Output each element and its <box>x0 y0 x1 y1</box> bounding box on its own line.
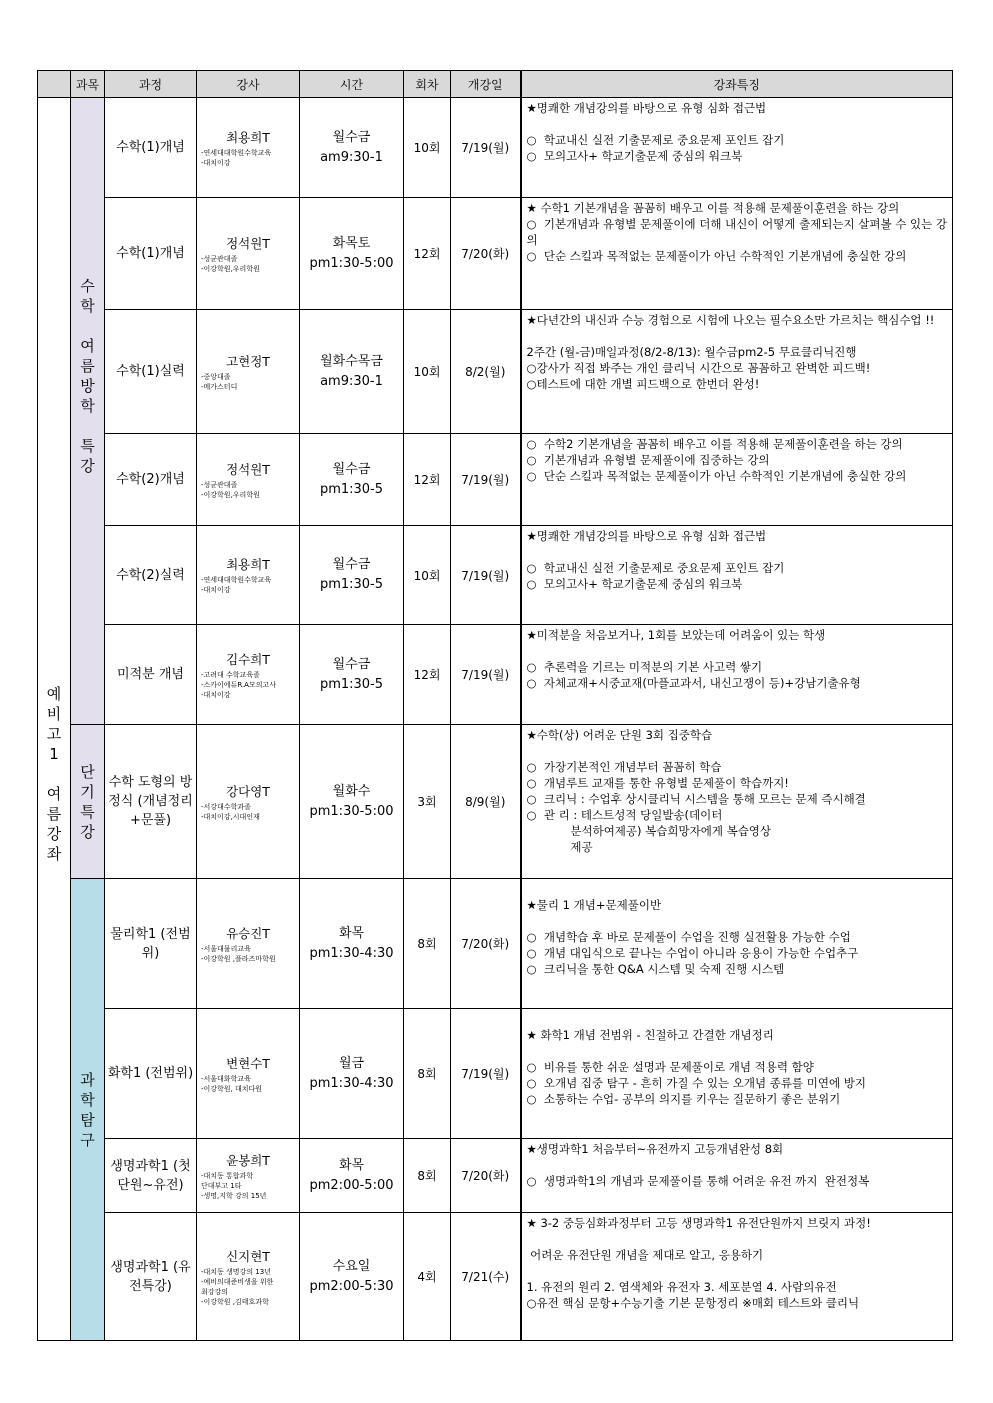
teacher-note: -대치이강 <box>201 586 231 594</box>
feature-line: ○ 오개념 집중 탐구 - 흔히 가질 수 있는 오개념 종류를 미연에 방지 <box>526 1076 866 1090</box>
course-name: 화학1 (전범위) <box>105 1009 197 1139</box>
feature-line: ○ 추론력을 기르는 미적분의 기본 사고력 쌓기 <box>526 660 763 674</box>
course-name: 미적분 개념 <box>105 625 197 725</box>
course-features <box>521 310 953 434</box>
course-features <box>521 1139 953 1213</box>
hours: pm1:30-5:00 <box>309 255 394 271</box>
vertical-char: 강 <box>46 825 62 843</box>
subject-group-label <box>71 725 105 879</box>
course-features <box>521 1009 953 1139</box>
start-date: 7/21(수) <box>451 1213 521 1341</box>
vertical-char: 름 <box>80 357 95 375</box>
session-count: 10회 <box>404 310 451 434</box>
vertical-char: 강 <box>80 822 95 841</box>
course-name: 생명과학1 (첫단원~유전) <box>105 1139 197 1213</box>
feature-line: ○강사가 직접 봐주는 개인 클리닉 시간으로 꼼꼼하고 완벽한 피드백! <box>526 361 871 375</box>
feature-line: ○ 크리닉 : 수업후 상시클리닉 시스템을 통해 모르는 문제 즉시해결 <box>526 792 866 806</box>
header-features: 강좌특징 <box>521 71 953 98</box>
teacher-cell <box>197 526 300 625</box>
hours: pm1:30-5 <box>319 676 384 692</box>
course-features <box>521 434 953 526</box>
vertical-char: 학 <box>80 397 95 415</box>
days: 월화수목금 <box>320 353 383 369</box>
teacher-note: -이강학원,우리학원 <box>201 264 260 273</box>
subject-group-label <box>71 879 105 1341</box>
teacher-cell <box>197 879 300 1009</box>
session-count: 12회 <box>404 625 451 725</box>
session-count: 10회 <box>404 98 451 198</box>
header-course: 과정 <box>105 71 197 98</box>
days: 화목 <box>338 925 365 941</box>
days: 월금 <box>338 1055 365 1071</box>
teacher-note: 최강강의 <box>201 1287 229 1296</box>
feature-line: ○ 자체교재+시중교재(마플교과서, 내신고쟁이 등)+강남기출유형 <box>526 676 861 690</box>
vertical-char: 수 <box>80 277 95 295</box>
days: 월수금 <box>332 461 371 477</box>
feature-line: ○ 단순 스킬과 목적없는 문제풀이가 아닌 수학적인 기본개념에 충실한 강의 <box>526 469 907 483</box>
session-count: 12회 <box>404 198 451 310</box>
teacher-cell <box>197 1009 300 1139</box>
feature-line: ○ 단순 스킬과 목적없는 문제풀이가 아닌 수학적인 기본개념에 충실한 강의 <box>526 249 907 263</box>
teacher-name: 고현정T <box>226 353 270 369</box>
time-cell <box>300 625 404 725</box>
vertical-char: 탐 <box>80 1110 95 1129</box>
time-cell <box>300 725 404 879</box>
feature-line <box>527 881 948 897</box>
feature-line <box>527 1231 948 1247</box>
teacher-note: -메가스터디 <box>201 382 238 391</box>
feature-line: 어려운 유전단원 개념을 제대로 알고, 응용하기 <box>526 1248 764 1262</box>
feature-line: ○ 소통하는 수업- 공부의 의지를 키우는 질문하기 좋은 분위기 <box>526 1092 841 1106</box>
vertical-char: 학 <box>80 297 95 315</box>
table-row <box>38 1213 953 1341</box>
time-cell <box>300 198 404 310</box>
teacher-note: -서울대물리교육 <box>201 944 251 953</box>
feature-line: ○ 개념루트 교재를 통한 유형별 문제풀이 학습까지! <box>526 776 789 790</box>
table-row <box>38 526 953 625</box>
session-count: 3회 <box>404 725 451 879</box>
teacher-note: -서울대화학교육 <box>201 1074 251 1083</box>
feature-line: ○ 기본개념과 유형별 문제풀이에 더해 내신이 어떻게 출제되는지 살펴볼 수 있는 강의 <box>526 217 947 247</box>
start-date: 8/2(월) <box>451 310 521 434</box>
session-count: 12회 <box>404 434 451 526</box>
teacher-note: -대치이강 <box>201 690 231 699</box>
teacher-note: -서강대수학과졸 <box>201 802 251 811</box>
outer-label <box>38 98 71 1341</box>
vertical-char: 비 <box>46 705 62 723</box>
start-date: 7/19(월) <box>451 1009 521 1139</box>
vertical-char: 여 <box>46 785 62 803</box>
course-name: 수학(2)실력 <box>105 526 197 625</box>
course-features <box>521 1213 953 1341</box>
teacher-cell <box>197 310 300 434</box>
feature-line: ★명쾌한 개념강의를 바탕으로 유형 심화 접근법 <box>526 101 767 115</box>
days: 월수금 <box>332 129 371 145</box>
course-name: 수학 도형의 방정식 (개념정리 +문풀) <box>105 725 197 879</box>
teacher-cell <box>197 434 300 526</box>
teacher-cell <box>197 1213 300 1341</box>
feature-line: 1. 유전의 원리 2. 염색체와 유전자 3. 세포분열 4. 사람의유전 <box>526 1280 837 1294</box>
feature-line: ○ 기본개념과 유형별 문제풀이에 집중하는 강의 <box>526 453 770 467</box>
feature-line: 분석하여제공) 복습희망자에게 복습영상 <box>526 824 772 838</box>
hours: am9:30-1 <box>320 149 383 165</box>
vertical-char <box>38 764 70 784</box>
teacher-cell <box>197 98 300 198</box>
teacher-cell <box>197 725 300 879</box>
feature-line: ○ 비유를 통한 쉬운 설명과 문제풀이로 개념 적용력 함양 <box>526 1060 814 1074</box>
teacher-note: -이강학원 ,플라즈마학원 <box>201 954 276 963</box>
table-row <box>38 879 953 1009</box>
vertical-char: 구 <box>80 1130 95 1149</box>
table-row <box>38 1009 953 1139</box>
start-date: 7/19(월) <box>451 526 521 625</box>
feature-line <box>527 913 948 929</box>
course-name: 수학(1)개념 <box>105 98 197 198</box>
teacher-name: 변현수T <box>226 1055 270 1071</box>
teacher-name: 최용희T <box>226 557 270 572</box>
start-date: 8/9(월) <box>451 725 521 879</box>
session-count: 4회 <box>404 1213 451 1341</box>
course-features <box>521 625 953 725</box>
table-row <box>38 310 953 434</box>
start-date: 7/20(화) <box>451 198 521 310</box>
teacher-note: -스카이에듀R.A모의고사 <box>201 680 277 689</box>
feature-line <box>527 1263 948 1279</box>
feature-line: ○테스트에 대한 개별 피드백으로 한번더 완성! <box>526 377 760 391</box>
time-cell <box>300 526 404 625</box>
teacher-note: -중앙대졸 <box>201 372 231 381</box>
feature-line: ★ 수학1 기본개념을 꼼꼼히 배우고 이를 적용해 문제풀이훈련을 하는 강의 <box>526 201 900 215</box>
feature-line: ○유전 핵심 문항+수능기출 기본 문항정리 ※매회 테스트와 클리닉 <box>526 1296 860 1310</box>
hours: pm1:30-4:30 <box>309 945 394 961</box>
vertical-char: 특 <box>80 802 95 821</box>
teacher-name: 유승진T <box>226 925 270 941</box>
feature-line: ★수학(상) 어려운 단원 3회 집중학습 <box>526 728 713 742</box>
course-features <box>521 198 953 310</box>
vertical-char: 름 <box>46 805 62 823</box>
vertical-char: 기 <box>80 782 95 801</box>
feature-line <box>527 743 948 759</box>
time-cell <box>300 1009 404 1139</box>
feature-line: ★물리 1 개념+문제풀이반 <box>526 898 662 912</box>
course-name: 수학(1)실력 <box>105 310 197 434</box>
course-features <box>521 526 953 625</box>
feature-line: 2주간 (월-금)매일과정(8/2-8/13): 월수금pm2-5 무료클리닉진행 <box>526 345 857 359</box>
table-row <box>38 434 953 526</box>
hours: pm2:00-5:00 <box>309 1177 394 1193</box>
table-row <box>38 198 953 310</box>
course-features <box>521 98 953 198</box>
vertical-char <box>71 316 104 336</box>
table-row <box>38 725 953 879</box>
vertical-char: 과 <box>80 1070 95 1089</box>
feature-line <box>527 328 948 344</box>
feature-line: ★ 3-2 중등심화과정부터 고등 생명과학1 유전단원까지 브릿지 과정! <box>526 1216 871 1230</box>
feature-line: ○ 생명과학1의 개념과 문제풀이를 통해 어려운 유전 까지 완전정복 <box>526 1174 870 1188</box>
time-cell <box>300 879 404 1009</box>
course-name: 생명과학1 (유전특강) <box>105 1213 197 1341</box>
start-date: 7/19(월) <box>451 434 521 526</box>
time-cell <box>300 1213 404 1341</box>
header-count: 회차 <box>404 71 451 98</box>
teacher-note: -생명,지학 강의 15년 <box>201 1191 267 1200</box>
start-date: 7/19(월) <box>451 98 521 198</box>
vertical-char: 단 <box>80 762 95 781</box>
vertical-char <box>71 416 104 436</box>
time-cell <box>300 310 404 434</box>
days: 수요일 <box>332 1258 371 1274</box>
start-date: 7/19(월) <box>451 625 521 725</box>
teacher-cell <box>197 625 300 725</box>
feature-line <box>527 544 948 560</box>
teacher-note: -연세대대학원수학교육 <box>201 148 272 157</box>
start-date: 7/20(화) <box>451 879 521 1009</box>
feature-line <box>527 1157 948 1173</box>
table-row <box>38 1139 953 1213</box>
vertical-char: 좌 <box>46 845 62 863</box>
teacher-name: 윤봉희T <box>226 1152 270 1168</box>
teacher-note: -이강학원, 대치다원 <box>201 1084 263 1093</box>
teacher-note: -이강학원 ,김태호과학 <box>201 1297 269 1306</box>
teacher-note: 단대부고 1타 <box>201 1181 242 1190</box>
table-row <box>38 98 953 198</box>
header-time: 시간 <box>300 71 404 98</box>
teacher-name: 강다영T <box>226 783 270 799</box>
feature-line: ○ 학교내신 실전 기출문제로 중요문제 포인트 잡기 <box>526 561 785 575</box>
feature-line: ○ 모의고사+ 학교기출문제 중심의 워크북 <box>526 149 743 163</box>
vertical-char: 학 <box>80 1090 95 1109</box>
vertical-char: 강 <box>80 457 95 475</box>
days: 월수금 <box>332 557 371 572</box>
session-count: 8회 <box>404 879 451 1009</box>
teacher-note: -예비의대준비생을 위한 <box>201 1277 274 1286</box>
schedule-table <box>37 70 953 1341</box>
days: 월수금 <box>332 656 371 672</box>
feature-line <box>527 1011 948 1027</box>
teacher-name: 정석원T <box>226 235 270 251</box>
table-row <box>38 625 953 725</box>
course-features <box>521 879 953 1009</box>
feature-line <box>527 1043 948 1059</box>
teacher-note: -이강학원,우리학원 <box>201 490 260 499</box>
feature-line: ○ 개념 대입식으로 끝나는 수업이 아니라 응용이 가능한 수업추구 <box>526 946 859 960</box>
teacher-cell <box>197 198 300 310</box>
feature-line: ○ 모의고사+ 학교기출문제 중심의 워크북 <box>526 577 743 591</box>
teacher-note: -고려대 수학교육졸 <box>201 670 260 679</box>
teacher-name: 신지현T <box>226 1248 270 1264</box>
teacher-note: -대치동 통합과학 <box>201 1171 254 1180</box>
teacher-cell <box>197 1139 300 1213</box>
feature-line: ○ 학교내신 실전 기출문제로 중요문제 포인트 잡기 <box>526 133 785 147</box>
teacher-note: -대치이강,시대인재 <box>201 812 260 821</box>
feature-line: ○ 크리닉을 통한 Q&A 시스템 및 숙제 진행 시스템 <box>526 962 785 976</box>
feature-line <box>527 116 948 132</box>
vertical-char: 1 <box>49 745 59 763</box>
vertical-char: 예 <box>46 685 62 703</box>
vertical-char: 여 <box>80 337 95 355</box>
teacher-note: -대치동 생명강의 13년 <box>201 1267 271 1276</box>
teacher-note: -대치이강 <box>201 158 231 167</box>
days: 월화수 <box>332 783 371 799</box>
feature-line <box>527 643 948 659</box>
teacher-name: 정석원T <box>226 461 270 477</box>
teacher-note: -성균관대졸 <box>201 254 238 263</box>
hours: pm1:30-4:30 <box>309 1075 394 1091</box>
header-blank <box>38 71 71 98</box>
header-start-date: 개강일 <box>451 71 521 98</box>
header-row <box>38 71 953 98</box>
teacher-note: -성균관대졸 <box>201 480 238 489</box>
hours: am9:30-1 <box>320 373 383 389</box>
feature-line: ★생명과학1 처음부터~유전까지 고등개념완성 8회 <box>526 1142 784 1156</box>
days: 화목 <box>338 1157 365 1173</box>
header-subject: 과목 <box>71 71 105 98</box>
course-name: 물리학1 (전범위) <box>105 879 197 1009</box>
vertical-char: 특 <box>80 437 95 455</box>
hours: pm1:30-5 <box>319 577 384 592</box>
teacher-name: 김수희T <box>226 651 270 667</box>
feature-line: ○ 관 리 : 테스트성적 당일발송(데이터 <box>526 808 723 822</box>
feature-line: ○ 수학2 기본개념을 꼼꼼히 배우고 이를 적용해 문제풀이훈련을 하는 강의 <box>526 437 903 451</box>
header-teacher: 강사 <box>197 71 300 98</box>
start-date: 7/20(화) <box>451 1139 521 1213</box>
subject-group-label <box>71 98 105 725</box>
session-count: 10회 <box>404 526 451 625</box>
feature-line: ○ 개념학습 후 바로 문제풀이 수업을 진행 실전활용 가능한 수업 <box>526 930 851 944</box>
time-cell <box>300 434 404 526</box>
teacher-name: 최용희T <box>226 129 270 145</box>
vertical-char: 고 <box>46 725 62 743</box>
feature-line: ★미적분을 처음보거나, 1회를 보았는데 어려움이 있는 학생 <box>526 628 826 642</box>
feature-line: ★다년간의 내신과 수능 경험으로 시험에 나오는 필수요소만 가르치는 핵심수업 !! <box>526 313 935 327</box>
time-cell <box>300 1139 404 1213</box>
vertical-char: 방 <box>80 377 95 395</box>
session-count: 8회 <box>404 1009 451 1139</box>
days: 화목토 <box>332 235 371 251</box>
session-count: 8회 <box>404 1139 451 1213</box>
feature-line: 제공 <box>526 840 593 854</box>
course-features <box>521 725 953 879</box>
course-name: 수학(1)개념 <box>105 198 197 310</box>
hours: pm1:30-5 <box>319 481 384 497</box>
hours: pm2:00-5:30 <box>309 1278 394 1294</box>
feature-line: ★명쾌한 개념강의를 바탕으로 유형 심화 접근법 <box>526 529 767 543</box>
feature-line: ★ 화학1 개념 전범위 - 친절하고 간결한 개념정리 <box>526 1028 774 1042</box>
feature-line: ○ 가장기본적인 개념부터 꼼꼼히 학습 <box>526 760 722 774</box>
time-cell <box>300 98 404 198</box>
course-name: 수학(2)개념 <box>105 434 197 526</box>
teacher-note: -연세대대학원수학교육 <box>201 576 272 584</box>
hours: pm1:30-5:00 <box>309 803 394 819</box>
